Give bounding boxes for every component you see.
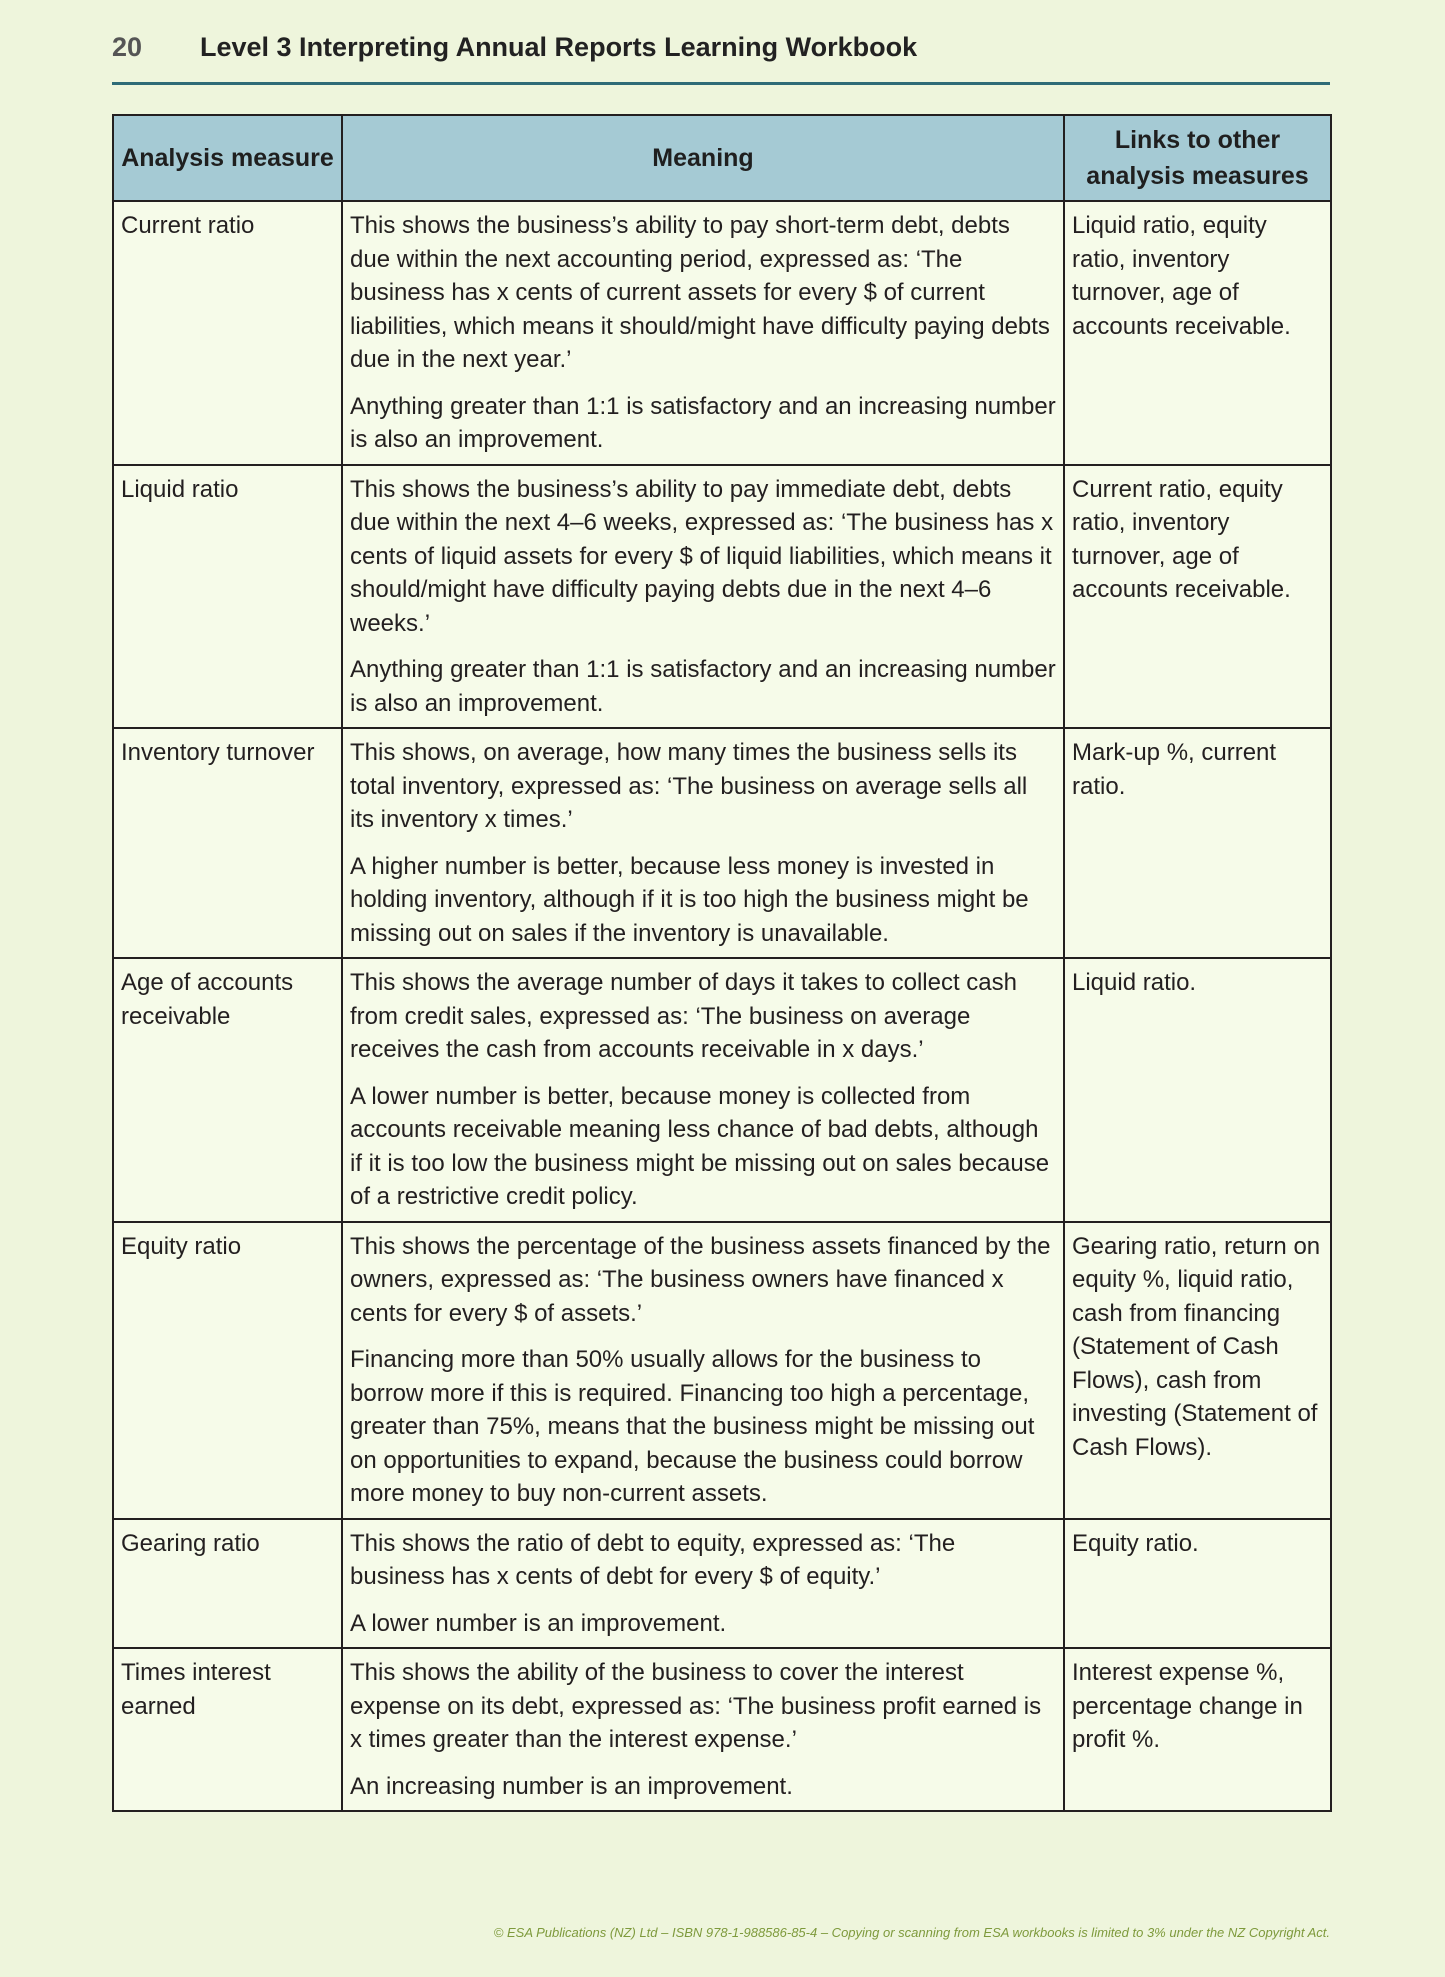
meaning-cell — [342, 958, 1064, 1222]
column-header-measure: Analysis measure — [113, 115, 342, 201]
column-header-meaning: Meaning — [342, 115, 1064, 201]
meaning-cell — [342, 1222, 1064, 1519]
measure-cell: Times interest earned — [113, 1648, 342, 1811]
meaning-paragraph: A higher number is better, because less money is invested in holding inventory, although if it is too high the business might be missing out on sales if the inventory is unavailable. — [350, 852, 1029, 947]
table-row — [113, 1519, 1331, 1649]
links-cell: Interest expense %, percentage change in profit %. — [1064, 1648, 1331, 1811]
measure-cell: Liquid ratio — [113, 465, 342, 729]
measure-cell: Age of accounts receivable — [113, 958, 342, 1222]
meaning-cell — [342, 201, 1064, 465]
table-header-row — [113, 115, 1331, 201]
meaning-paragraph: This shows the ratio of debt to equity, expressed as: ‘The business has x cents of debt for every $ of equity.’ — [350, 1529, 956, 1590]
measure-cell: Equity ratio — [113, 1222, 342, 1519]
links-cell: Gearing ratio, return on equity %, liquid ratio, cash from financing (Statement of Cash Flows), cash from investing (Statement of Cash Flows). — [1064, 1222, 1331, 1519]
table-row — [113, 1222, 1331, 1519]
meaning-paragraph: A lower number is an improvement. — [350, 1609, 727, 1637]
table-row — [113, 201, 1331, 465]
meaning-cell — [342, 728, 1064, 958]
column-header-links: Links to other analysis measures — [1064, 115, 1331, 201]
page-header — [112, 28, 1330, 85]
measure-cell: Current ratio — [113, 201, 342, 465]
meaning-paragraph: This shows the average number of days it takes to collect cash from credit sales, expressed as: ‘The business on average receives the cash from accounts receivable in x days.’ — [350, 969, 1017, 1063]
meaning-paragraph: An increasing number is an improvement. — [350, 1772, 793, 1800]
page-title: Level 3 Interpreting Annual Reports Learning Workbook — [200, 32, 918, 62]
meaning-cell — [342, 1648, 1064, 1811]
table-row — [113, 1648, 1331, 1811]
meaning-paragraph: This shows the ability of the business to cover the interest expense on its debt, expressed as: ‘The business profit earned is x times greater than the interest expense.’ — [350, 1659, 1042, 1753]
links-cell: Current ratio, equity ratio, inventory turnover, age of accounts receivable. — [1064, 465, 1331, 729]
meaning-paragraph: Financing more than 50% usually allows for the business to borrow more if this is required. Financing too high a percentage, greater than 75%, means that the business might be missing out on opportunities to expand, because the business could borrow more money to buy non-current assets. — [350, 1346, 1035, 1507]
meaning-paragraph: This shows the percentage of the business assets financed by the owners, expressed as: ‘The business owners have financed x cents for every $ of assets.’ — [350, 1232, 1051, 1327]
page-number: 20 — [112, 32, 143, 62]
table-row — [113, 728, 1331, 958]
copyright-notice: © ESA Publications (NZ) Ltd – ISBN 978-1-988586-85-4 – Copying or scanning from ESA workbooks is limited to 3% under the NZ Copyright Act. — [493, 1925, 1330, 1940]
table-row — [113, 958, 1331, 1222]
meaning-paragraph: This shows, on average, how many times the business sells its total inventory, expressed as: ‘The business on average sells all its inventory x times.’ — [350, 739, 1028, 833]
measure-cell: Inventory turnover — [113, 728, 342, 958]
meaning-paragraph: Anything greater than 1:1 is satisfactory and an increasing number is also an improvement. — [350, 392, 1056, 453]
links-cell: Mark-up %, current ratio. — [1064, 728, 1331, 958]
meaning-paragraph: This shows the business’s ability to pay immediate debt, debts due within the next 4–6 weeks, expressed as: ‘The business has x cents of liquid assets for every $ of liquid liabilities, which means it should/might have difficulty paying debts due in the next 4–6 weeks.’ — [350, 475, 1054, 637]
meaning-paragraph: Anything greater than 1:1 is satisfactory and an increasing number is also an improvement. — [350, 656, 1056, 717]
meaning-cell — [342, 465, 1064, 729]
meaning-paragraph: A lower number is better, because money is collected from accounts receivable meaning less chance of bad debts, although if it is too low the business might be missing out on sales because of a restrictive credit policy. — [350, 1082, 1050, 1210]
links-cell: Liquid ratio. — [1064, 958, 1331, 1222]
links-cell: Liquid ratio, equity ratio, inventory turnover, age of accounts receivable. — [1064, 201, 1331, 465]
table-row — [113, 465, 1331, 729]
meaning-paragraph: This shows the business’s ability to pay short-term debt, debts due within the next accounting period, expressed as: ‘The business has x cents of current assets for every $ of current liabilities, which means it should/might have difficulty paying debts due in the next year.’ — [350, 212, 1050, 373]
analysis-measures-table — [112, 114, 1332, 1812]
measure-cell: Gearing ratio — [113, 1519, 342, 1649]
meaning-cell — [342, 1519, 1064, 1649]
links-cell: Equity ratio. — [1064, 1519, 1331, 1649]
